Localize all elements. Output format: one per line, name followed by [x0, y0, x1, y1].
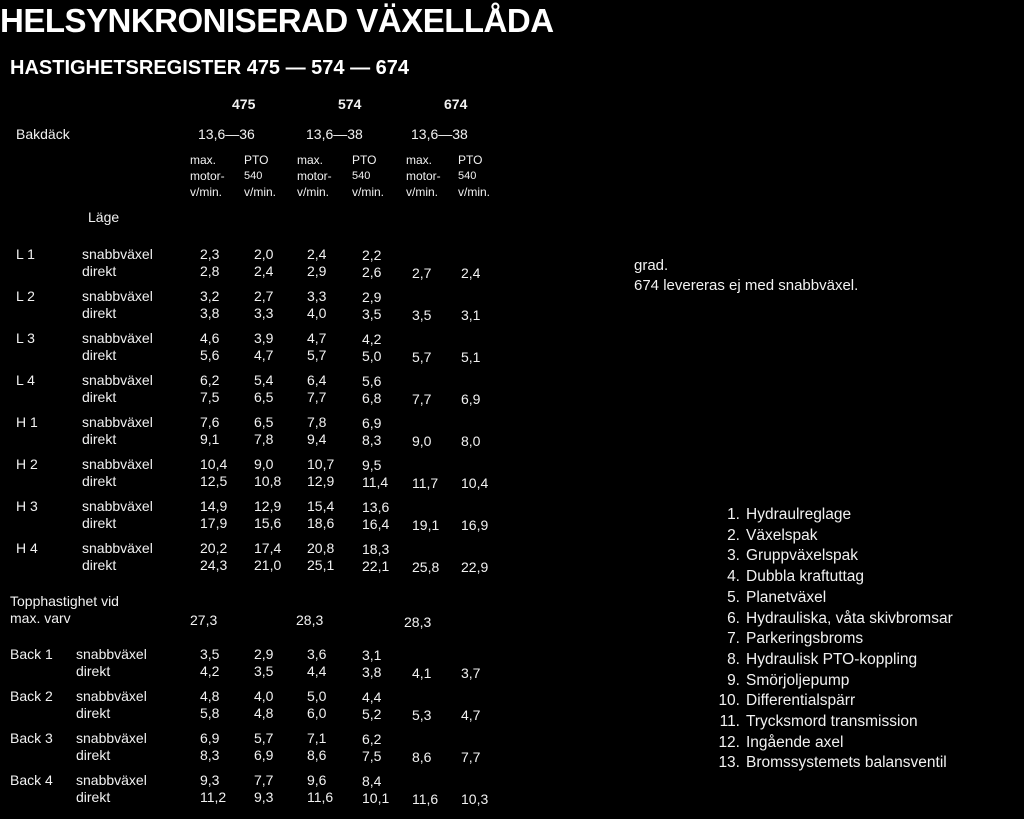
speed-value: 4,2	[362, 331, 382, 347]
gear-mode-label: snabbväxel	[76, 646, 147, 662]
legend-text: Dubbla kraftuttag	[746, 568, 865, 586]
speed-value: 10,3	[461, 791, 489, 807]
legend-text: Smörjoljepump	[746, 671, 850, 689]
model-name: 475	[232, 96, 256, 112]
gear-mode-label: direkt	[76, 747, 111, 763]
legend-number: 1.	[727, 506, 740, 523]
speed-value: 7,5	[200, 389, 220, 405]
speed-value: 5,7	[307, 347, 327, 363]
gear-mode-label: snabbväxel	[82, 246, 153, 262]
legend-number: 12.	[718, 733, 740, 751]
column-header-pto	[244, 152, 276, 200]
speed-value: 25,1	[307, 557, 335, 573]
column-header-line: PTO	[244, 153, 269, 167]
legend-number: 6.	[727, 609, 740, 627]
legend-text: Hydraulisk PTO-koppling	[746, 650, 918, 668]
note-line-2: 674 levereras ej med snabbväxel.	[634, 277, 859, 294]
row-header-label: Bakdäck	[16, 126, 70, 142]
speed-value: 2,9	[307, 263, 327, 279]
legend-item	[706, 567, 953, 588]
gear-label: L 1	[16, 246, 35, 262]
speed-value: 7,7	[412, 391, 432, 407]
column-header-line: v/min.	[244, 185, 277, 199]
speed-value: 7,8	[307, 414, 327, 430]
legend-text: Trycksmord transmission	[746, 713, 918, 731]
speed-value: 5,6	[200, 347, 220, 363]
speed-value: 2,3	[200, 246, 220, 262]
speed-value: 12,9	[254, 498, 282, 514]
speed-value: 6,5	[254, 414, 274, 430]
speed-value: 5,0	[307, 688, 327, 704]
position-header-label: Läge	[88, 209, 120, 225]
speed-value: 11,6	[412, 791, 439, 807]
speed-value: 20,2	[200, 540, 228, 556]
legend-text: Hydrauliska, våta skivbromsar	[746, 609, 953, 627]
speed-value: 4,6	[200, 330, 220, 346]
speed-value: 22,9	[461, 559, 489, 575]
legend-item	[706, 650, 953, 671]
speed-value: 2,2	[362, 247, 382, 263]
column-header-max-rpm	[190, 152, 225, 200]
gear-mode-label: snabbväxel	[82, 498, 153, 514]
speed-value: 9,3	[200, 772, 220, 788]
gear-mode-label: snabbväxel	[76, 730, 147, 746]
speed-value: 8,6	[412, 749, 432, 765]
speed-value: 5,7	[412, 349, 432, 365]
tire-size: 13,6—38	[306, 126, 363, 142]
legend-item	[706, 505, 953, 526]
speed-value: 8,3	[362, 432, 382, 448]
gear-label: Back 3	[10, 730, 53, 746]
legend-item	[706, 629, 953, 650]
legend-number: 7.	[727, 630, 740, 648]
speed-value: 3,3	[307, 288, 327, 304]
speed-value: 6,8	[362, 390, 382, 406]
gear-mode-label: direkt	[82, 431, 117, 447]
speed-value: 6,2	[200, 372, 220, 388]
top-speed-value: 27,3	[190, 612, 218, 628]
legend-item	[706, 712, 953, 733]
speed-value: 3,5	[412, 307, 432, 323]
top-speed-value: 28,3	[404, 614, 432, 630]
column-header-line: max.	[190, 153, 217, 167]
speed-value: 9,3	[254, 789, 274, 805]
speed-value: 5,6	[362, 373, 382, 389]
column-header-line: v/min.	[297, 185, 330, 199]
legend-text: Parkeringsbroms	[746, 630, 864, 648]
speed-value: 14,9	[200, 498, 228, 514]
speed-value: 7,6	[200, 414, 220, 430]
speed-value: 9,0	[412, 433, 432, 449]
speed-value: 10,4	[200, 456, 228, 472]
speed-value: 15,6	[254, 515, 282, 531]
speed-value: 7,7	[254, 772, 274, 788]
gear-label: H 3	[16, 498, 38, 514]
top-speed-value: 28,3	[296, 612, 324, 628]
legend-text: Gruppväxelspak	[746, 547, 859, 565]
column-header-line: motor-	[190, 169, 225, 183]
speed-value: 3,8	[200, 305, 220, 321]
column-header-pto	[458, 152, 490, 200]
speed-value: 12,5	[200, 473, 228, 489]
speed-value: 6,0	[307, 705, 327, 721]
legend-item	[706, 588, 953, 609]
column-header-line: max.	[297, 153, 324, 167]
model-name: 574	[338, 96, 362, 112]
speed-value: 3,2	[200, 288, 220, 304]
column-header-max-rpm	[297, 152, 332, 200]
column-header-line: v/min.	[406, 185, 439, 199]
legend-text: Ingående axel	[746, 733, 844, 751]
page-subtitle: HASTIGHETSREGISTER 475 — 574 — 674	[10, 57, 410, 79]
speed-value: 3,9	[254, 330, 274, 346]
speed-value: 2,9	[362, 289, 382, 305]
gear-mode-label: snabbväxel	[82, 288, 153, 304]
gear-mode-label: direkt	[82, 263, 117, 279]
speed-value: 4,8	[254, 705, 274, 721]
legend-number: 5.	[727, 588, 740, 606]
speed-value: 2,0	[254, 246, 274, 262]
legend-number: 11.	[719, 713, 740, 731]
speed-value: 3,5	[254, 663, 274, 679]
column-header-line: v/min.	[352, 185, 385, 199]
gear-mode-label: snabbväxel	[82, 372, 153, 388]
speed-value: 7,5	[362, 748, 382, 764]
gear-mode-label: direkt	[82, 305, 117, 321]
speed-value: 20,8	[307, 540, 335, 556]
speed-value: 6,4	[307, 372, 327, 388]
speed-value: 4,7	[307, 330, 327, 346]
speed-value: 4,8	[200, 688, 220, 704]
column-header-line: v/min.	[458, 185, 491, 199]
speed-value: 3,8	[362, 664, 382, 680]
speed-value: 10,4	[461, 475, 489, 491]
speed-value: 5,8	[200, 705, 220, 721]
legend-item	[706, 671, 953, 692]
speed-value: 18,6	[307, 515, 335, 531]
speed-value: 6,5	[254, 389, 274, 405]
gear-mode-label: snabbväxel	[82, 414, 153, 430]
speed-value: 18,3	[362, 541, 390, 557]
speed-value: 6,9	[254, 747, 274, 763]
legend-number: 4.	[727, 568, 740, 586]
column-header-line: v/min.	[190, 185, 223, 199]
gear-label: L 2	[16, 288, 35, 304]
component-legend	[706, 505, 953, 774]
speed-value: 9,0	[254, 456, 274, 472]
speed-value: 12,9	[307, 473, 335, 489]
speed-value: 11,2	[200, 789, 227, 805]
gear-mode-label: direkt	[82, 389, 117, 405]
note-line-1: grad.	[634, 257, 669, 274]
speed-value: 15,4	[307, 498, 335, 514]
legend-item	[706, 546, 953, 567]
speed-value: 4,4	[307, 663, 327, 679]
speed-value: 24,3	[200, 557, 228, 573]
speed-value: 3,1	[461, 307, 481, 323]
column-header-line: PTO	[458, 153, 483, 167]
speed-value: 9,1	[200, 431, 220, 447]
legend-item	[706, 526, 953, 547]
gear-label: H 2	[16, 456, 38, 472]
speed-value: 16,4	[362, 516, 390, 532]
speed-value: 7,7	[461, 749, 481, 765]
legend-text: Bromssystemets balansventil	[746, 754, 947, 772]
legend-item	[706, 753, 953, 774]
gear-mode-label: snabbväxel	[76, 772, 147, 788]
speed-value: 21,0	[254, 557, 282, 573]
gear-label: Back 4	[10, 772, 53, 788]
speed-value: 6,2	[362, 731, 382, 747]
speed-value: 13,6	[362, 499, 390, 515]
speed-value: 9,6	[307, 772, 327, 788]
top-speed-label: max. varv	[10, 610, 71, 626]
gear-mode-label: snabbväxel	[82, 540, 153, 556]
column-header-line: 540	[458, 170, 477, 182]
gear-mode-label: direkt	[82, 473, 117, 489]
legend-number: 2.	[727, 526, 740, 544]
speed-value: 7,7	[307, 389, 327, 405]
column-header-line: PTO	[352, 153, 377, 167]
speed-value: 10,8	[254, 473, 282, 489]
speed-value: 3,6	[307, 646, 327, 662]
gear-mode-label: snabbväxel	[76, 688, 147, 704]
speed-value: 2,4	[307, 246, 327, 262]
speed-value: 5,7	[254, 730, 274, 746]
speed-value: 7,8	[254, 431, 274, 447]
speed-value: 6,9	[362, 415, 382, 431]
speed-value: 4,0	[307, 305, 327, 321]
speed-value: 8,4	[362, 773, 382, 789]
speed-value: 3,3	[254, 305, 274, 321]
column-header-line: motor-	[406, 169, 441, 183]
speed-value: 25,8	[412, 559, 440, 575]
tire-size: 13,6—36	[198, 126, 255, 142]
speed-value: 5,2	[362, 706, 382, 722]
speed-value: 3,7	[461, 665, 481, 681]
speed-value: 2,8	[200, 263, 220, 279]
speed-value: 11,4	[362, 474, 389, 490]
speed-value: 4,7	[461, 707, 481, 723]
speed-value: 4,4	[362, 689, 382, 705]
speed-value: 5,0	[362, 348, 382, 364]
speed-value: 5,1	[461, 349, 481, 365]
column-header-line: 540	[244, 170, 263, 182]
speed-value: 8,3	[200, 747, 220, 763]
legend-number: 13.	[718, 754, 740, 772]
gear-mode-label: snabbväxel	[82, 330, 153, 346]
gear-label: L 4	[16, 372, 35, 388]
legend-text: Växelspak	[746, 526, 818, 544]
speed-value: 11,6	[307, 789, 334, 805]
speed-value: 19,1	[412, 517, 440, 533]
speed-value: 4,7	[254, 347, 274, 363]
legend-item	[706, 609, 953, 630]
speed-value: 4,1	[412, 665, 432, 681]
speed-value: 17,4	[254, 540, 282, 556]
top-speed-label: Topphastighet vid	[10, 593, 119, 609]
gear-label: Back 2	[10, 688, 53, 704]
gear-mode-label: snabbväxel	[82, 456, 153, 472]
legend-number: 8.	[727, 650, 740, 668]
gear-label: H 1	[16, 414, 38, 430]
speed-value: 6,9	[200, 730, 220, 746]
page-title: HELSYNKRONISERAD VÄXELLÅDA	[0, 2, 554, 39]
speed-value: 3,5	[362, 306, 382, 322]
speed-value: 2,4	[254, 263, 274, 279]
legend-item	[706, 691, 953, 712]
speed-value: 11,7	[412, 475, 439, 491]
gear-mode-label: direkt	[76, 789, 111, 805]
speed-value: 2,7	[254, 288, 274, 304]
model-name: 674	[444, 96, 468, 112]
legend-number: 9.	[727, 671, 740, 689]
gear-label: Back 1	[10, 646, 53, 662]
column-header-pto	[352, 152, 384, 200]
column-header-line: 540	[352, 170, 371, 182]
speed-value: 2,6	[362, 264, 382, 280]
legend-text: Differentialspärr	[746, 692, 856, 710]
speed-value: 22,1	[362, 558, 390, 574]
speed-value: 4,2	[200, 663, 220, 679]
speed-value: 2,9	[254, 646, 274, 662]
speed-value: 8,0	[461, 433, 481, 449]
legend-number: 10.	[718, 692, 740, 710]
speed-value: 10,7	[307, 456, 335, 472]
speed-value: 5,4	[254, 372, 274, 388]
gear-mode-label: direkt	[82, 515, 117, 531]
gear-label: L 3	[16, 330, 35, 346]
speed-value: 2,7	[412, 265, 432, 281]
gear-mode-label: direkt	[82, 557, 117, 573]
speed-value: 7,1	[307, 730, 327, 746]
legend-number: 3.	[727, 547, 740, 565]
tire-size: 13,6—38	[411, 126, 468, 142]
speed-value: 3,1	[362, 647, 382, 663]
gear-mode-label: direkt	[76, 663, 111, 679]
speed-value: 17,9	[200, 515, 228, 531]
column-header-max-rpm	[406, 152, 441, 200]
speed-value: 5,3	[412, 707, 432, 723]
column-header-line: max.	[406, 153, 433, 167]
speed-value: 9,4	[307, 431, 327, 447]
column-header-line: motor-	[297, 169, 332, 183]
speed-value: 8,6	[307, 747, 327, 763]
speed-value: 6,9	[461, 391, 481, 407]
speed-value: 4,0	[254, 688, 274, 704]
gear-mode-label: direkt	[82, 347, 117, 363]
speed-value: 16,9	[461, 517, 489, 533]
speed-value: 10,1	[362, 790, 390, 806]
speed-value: 2,4	[461, 265, 481, 281]
legend-text: Planetväxel	[746, 588, 827, 606]
legend-text: Hydraulreglage	[746, 506, 852, 523]
speed-value: 9,5	[362, 457, 382, 473]
gear-label: H 4	[16, 540, 38, 556]
gear-mode-label: direkt	[76, 705, 111, 721]
legend-item	[706, 733, 953, 754]
speed-value: 3,5	[200, 646, 220, 662]
